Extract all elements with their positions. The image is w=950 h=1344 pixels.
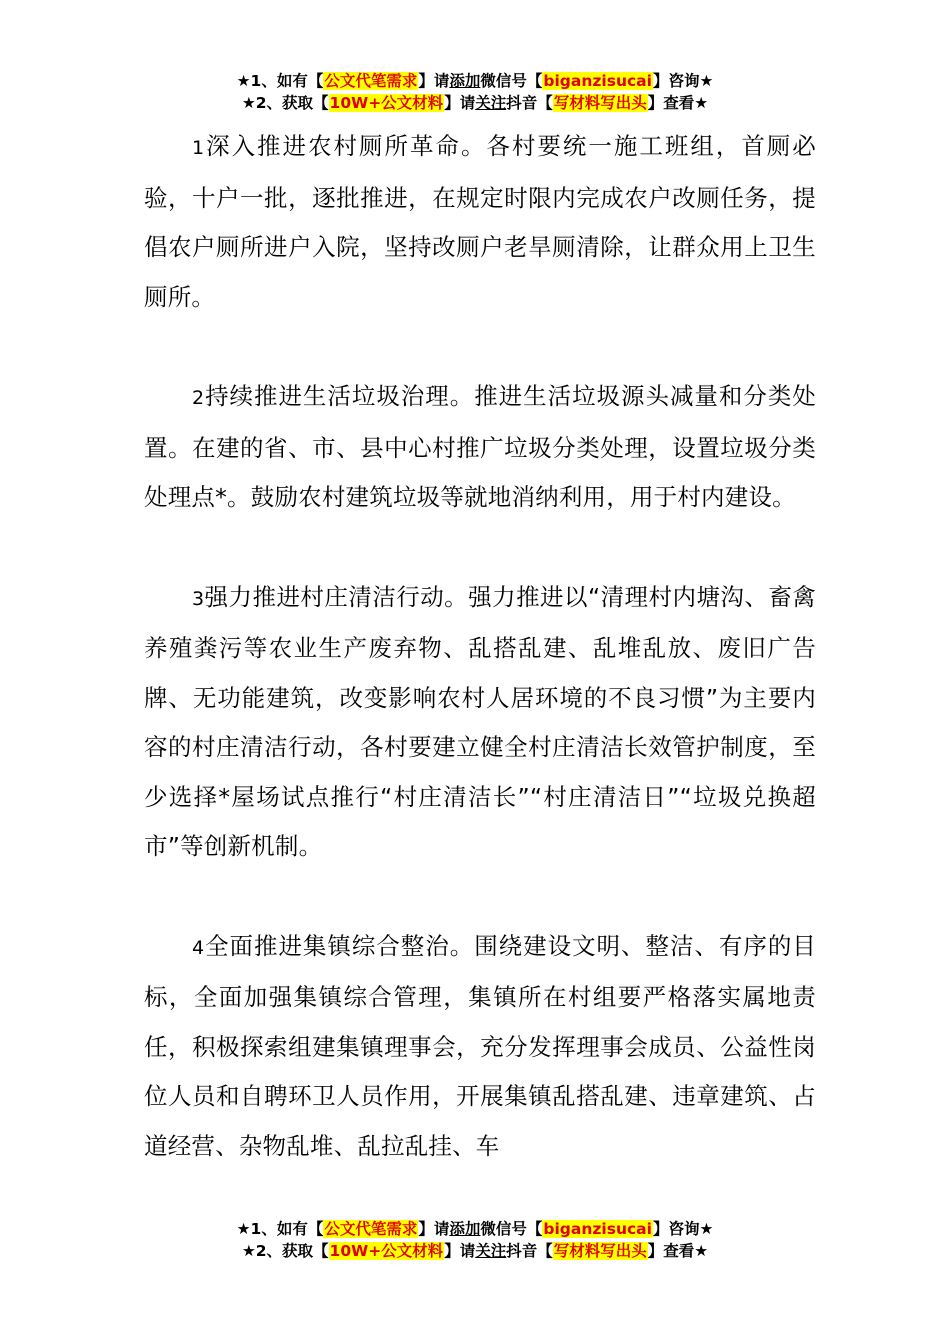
promo-line-1: ★1、如有【公文代笔需求】请添加微信号【biganzisucai】咨询★ — [236, 1220, 714, 1238]
highlight-douyin: 写材料写出头 — [553, 94, 647, 112]
paragraph-2: 2持续推进生活垃圾治理。推进生活垃圾源头减量和分类处置。在建的省、市、县中心村推广垃圾分类处理，设置垃圾分类处理点*。鼓励农村建筑垃圾等就地消纳利用，用于村内建设。 — [144, 382, 816, 511]
highlight-service: 公文代笔需求 — [324, 1220, 418, 1238]
highlight-service: 公文代笔需求 — [324, 72, 418, 90]
highlight-douyin: 写材料写出头 — [553, 1242, 647, 1260]
promo-line-1: ★1、如有【公文代笔需求】请添加微信号【biganzisucai】咨询★ — [236, 72, 714, 90]
highlight-materials: 10W+公文材料 — [329, 94, 444, 112]
promo-line-2: ★2、获取【10W+公文材料】请关注抖音【写材料写出头】查看★ — [241, 94, 709, 112]
paragraph-1: 1深入推进农村厕所革命。各村要统一施工班组，首厕必验，十户一批，逐批推进，在规定时限内完成农户改厕任务，提倡农户厕所进户入院，坚持改厕户老旱厕清除，让群众用上卫生厕所。 — [144, 132, 816, 311]
header-promo-banner — [0, 70, 950, 114]
document-body — [144, 122, 816, 1221]
highlight-wechat-id: biganzisucai — [543, 72, 652, 90]
highlight-wechat-id: biganzisucai — [543, 1220, 652, 1238]
highlight-materials: 10W+公文材料 — [329, 1242, 444, 1260]
promo-line-2: ★2、获取【10W+公文材料】请关注抖音【写材料写出头】查看★ — [241, 1242, 709, 1260]
footer-promo-banner — [0, 1218, 950, 1262]
paragraph-3: 3强力推进村庄清洁行动。强力推进以“清理村内塘沟、畜禽养殖粪污等农业生产废弃物、乱搭乱建、乱堆乱放、废旧广告牌、无功能建筑，改变影响农村人居环境的不良习惯”为主要内容的村庄清洁行动，各村要建立健全村庄清洁长效管护制度，至少选择*屋场试点推行“村庄清洁长”“村庄清洁日”“垃圾兑换超市”等创新机制。 — [144, 582, 816, 860]
paragraph-4: 4全面推进集镇综合整治。围绕建设文明、整洁、有序的目标，全面加强集镇综合管理，集镇所在村组要严格落实属地责任，积极探索组建集镇理事会，充分发挥理事会成员、公益性岗位人员和自聘环卫人员作用，开展集镇乱搭乱建、违章建筑、占道经营、杂物乱堆、乱拉乱挂、车 — [144, 931, 816, 1160]
